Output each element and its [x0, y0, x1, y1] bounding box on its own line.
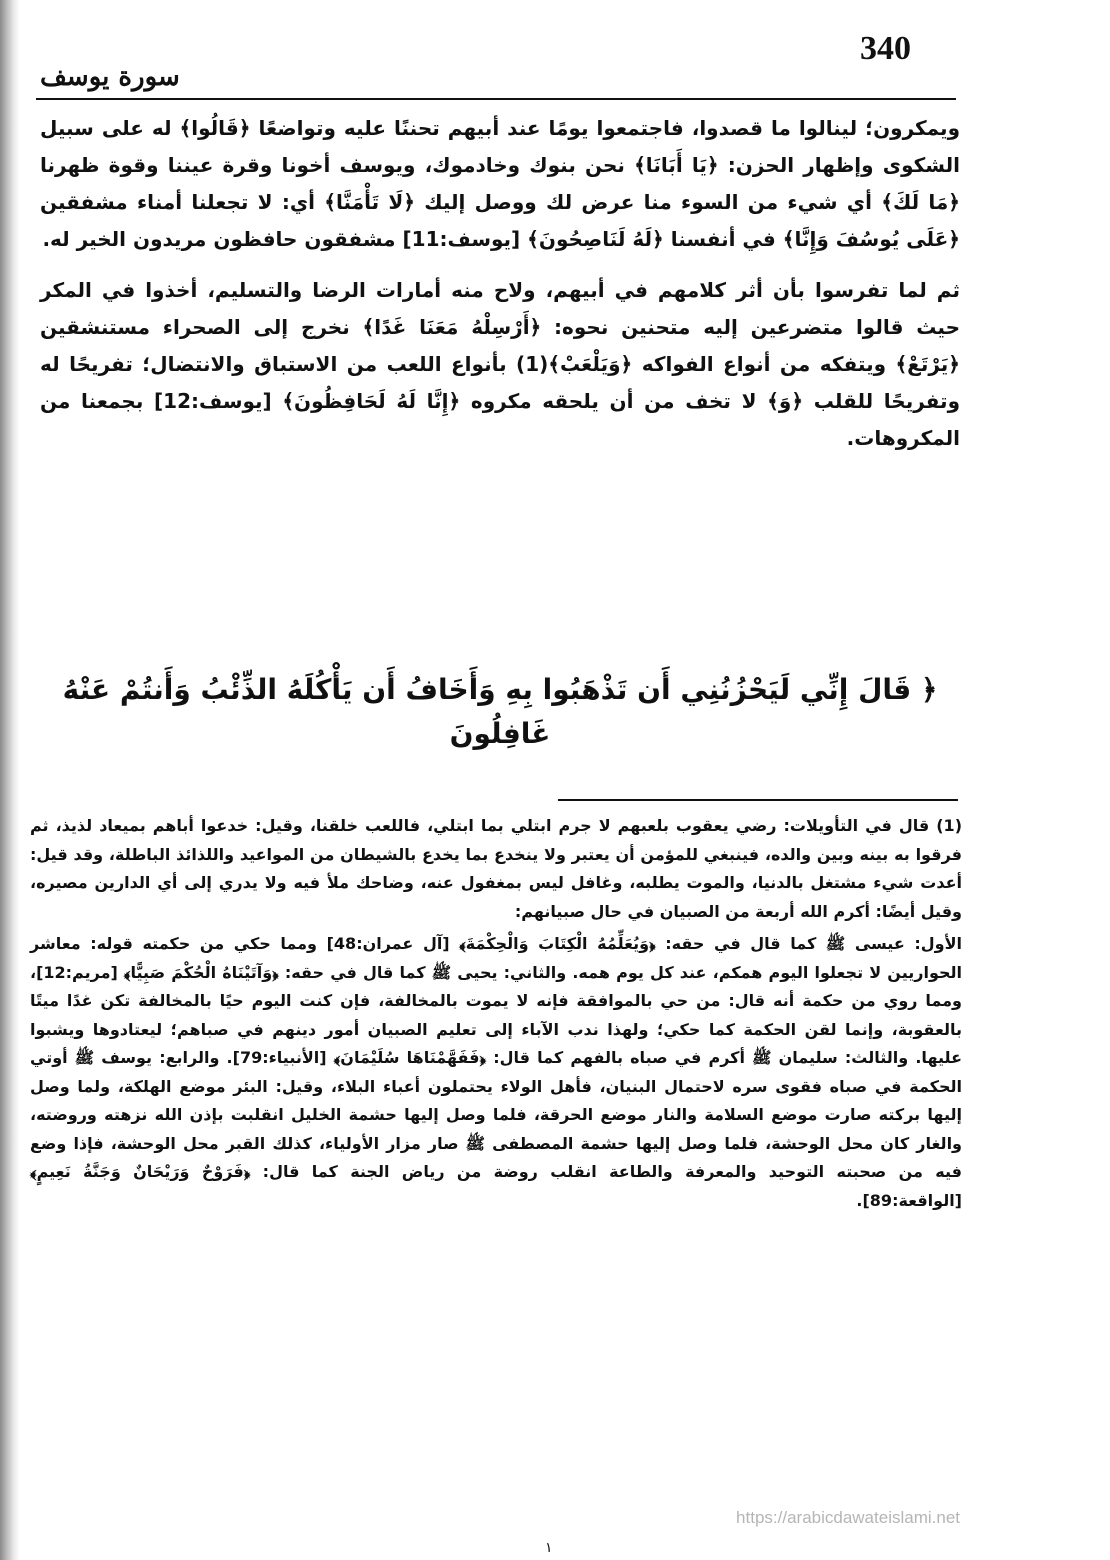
paragraph: ويمكرون؛ لينالوا ما قصدوا، فاجتمعوا يومًا عند أبيهم تحننًا عليه وتواضعًا ﴿قَالُوا﴾ له على سبيل الشكوى وإظهار الحزن: ﴿يَا أَبَانَا﴾ نحن بنوك وخادموك، ويوسف أخونا وقرة عيننا وقوة ظهرنا ﴿مَا لَكَ﴾ أي شيء من السوء منا عرض لك ووصل إليك ﴿لَا تَأْمَنَّا﴾ أي: لا تجعلنا أمناء مشفقين ﴿عَلَى يُوسُفَ وَإِنَّا﴾ في أنفسنا ﴿لَهُ لَنَاصِحُونَ﴾ [يوسف:11] مشفقون حافظون مريدون الخير له. — [40, 116, 960, 251]
main-text — [40, 110, 960, 471]
footnote-item: الأول: عيسى ﷺ كما قال في حقه: ﴿وَيُعَلِّمُهُ الْكِتَابَ وَالْحِكْمَةَ﴾ [آل عمران:48] ومما حكي من حكمته قوله: معاشر الحواريين لا تجعلوا اليوم همكم، عند كل يوم همه. والثاني: يحيى ﷺ كما قال في حقه: ﴿وَآتَيْنَاهُ الْحُكْمَ صَبِيًّا﴾ [مريم:12]، ومما روي من حكمة أنه قال: من حي بالموافقة فإنه لا يموت بالمخالفة، فإن كنت اليوم حيًا بالمخالفة تكن غدًا ميتًا بالعقوبة، وإنما لقن الحكمة كما حكي؛ ولهذا ندب الآباء إلى تعليم الصبيان أمور دينهم في صباهم؛ ليعتادوها ويشبوا عليها. والثالث: سليمان ﷺ أكرم في صباه بالفهم كما قال: ﴿فَفَهَّمْنَاهَا سُلَيْمَانَ﴾ [الأنبياء:79]. والرابع: يوسف ﷺ أوتي الحكمة في صباه فقوى سره لاحتمال البنيان، فأهل الولاء يحتملون أعباء البلاء، وقيل: البئر موضع الهلكة، ولما وصل إليها بركته صارت موضع السلامة والنار موضع الحرقة، فلما وصل إليها حشمة الخليل انقلبت بإذن الله نزهته وروضته، والغار كان محل الوحشة، فلما وصل إليها حشمة المصطفى ﷺ صار مزار الأولياء، كذلك القبر محل الوحشة، فإذا وضع فيه من صحبته التوحيد والمعرفة والطاعة انقلب روضة من رياض الجنة كما قال: ﴿فَرَوْحٌ وَرَيْحَانٌ وَجَنَّةُ نَعِيمٍ﴾ [الواقعة:89]. — [30, 934, 963, 1210]
footnote-divider — [558, 799, 958, 801]
page-number: 340 — [860, 30, 911, 67]
footnotes — [30, 812, 962, 1219]
scan-edge-shadow — [0, 0, 20, 1560]
watermark-url: https://arabicdawateislami.net — [736, 1508, 960, 1527]
paragraph: ثم لما تفرسوا بأن أثر كلامهم في أبيهم، ولاح منه أمارات الرضا والتسليم، أخذوا في المكر حيث قالوا متضرعين إليه متحنين نحوه: ﴿أَرْسِلْهُ مَعَنَا غَدًا﴾ نخرج إلى الصحراء مستنشقين ﴿يَرْتَعْ﴾ ويتفكه من أنواع الفواكه ﴿وَيَلْعَبْ﴾(1) بأنواع اللعب من الاستباق والانتضال؛ تفريحًا له وتفريحًا للقلب ﴿وَ﴾ لا تخف من أن يلحقه مكروه ﴿إِنَّا لَهُ لَحَافِظُونَ﴾ [يوسف:12] بجمعنا من المكروهات. — [40, 278, 961, 450]
header-divider — [36, 98, 956, 100]
bottom-marker: ١ — [545, 1540, 553, 1556]
quran-verse: ﴿ قَالَ إِنِّي لَيَحْزُنُنِي أَن تَذْهَبُوا بِهِ وَأَخَافُ أَن يَأْكُلَهُ الذِّئْبُ وَأَنتُمْ عَنْهُ غَافِلُونَ — [62, 673, 938, 750]
surah-title: سورة يوسف — [40, 62, 180, 92]
footnote-item: (1) قال في التأويلات: رضي يعقوب بلعبهم لا جرم ابتلي بما ابتلي، فاللعب خلقنا، وقيل: خدعوا أباهم بميعاد لذيذ، ثم فرقوا به بينه وبين والده، فينبغي للمؤمن أن يعتبر ولا ينخدع بما يخدع بالشيطان من المواعيد واللذائذ الباطلة، وقد قيل: أعدت شيء مشتغل بالدنيا، والموت يطلبه، وغافل ليس بمغفول عنه، وضاحك ملأ فيه ولا يدري إلى أي الدارين مصيره، وقيل أيضًا: أكرم الله أربعة من الصبيان في حال صبيانهم: — [30, 816, 962, 921]
